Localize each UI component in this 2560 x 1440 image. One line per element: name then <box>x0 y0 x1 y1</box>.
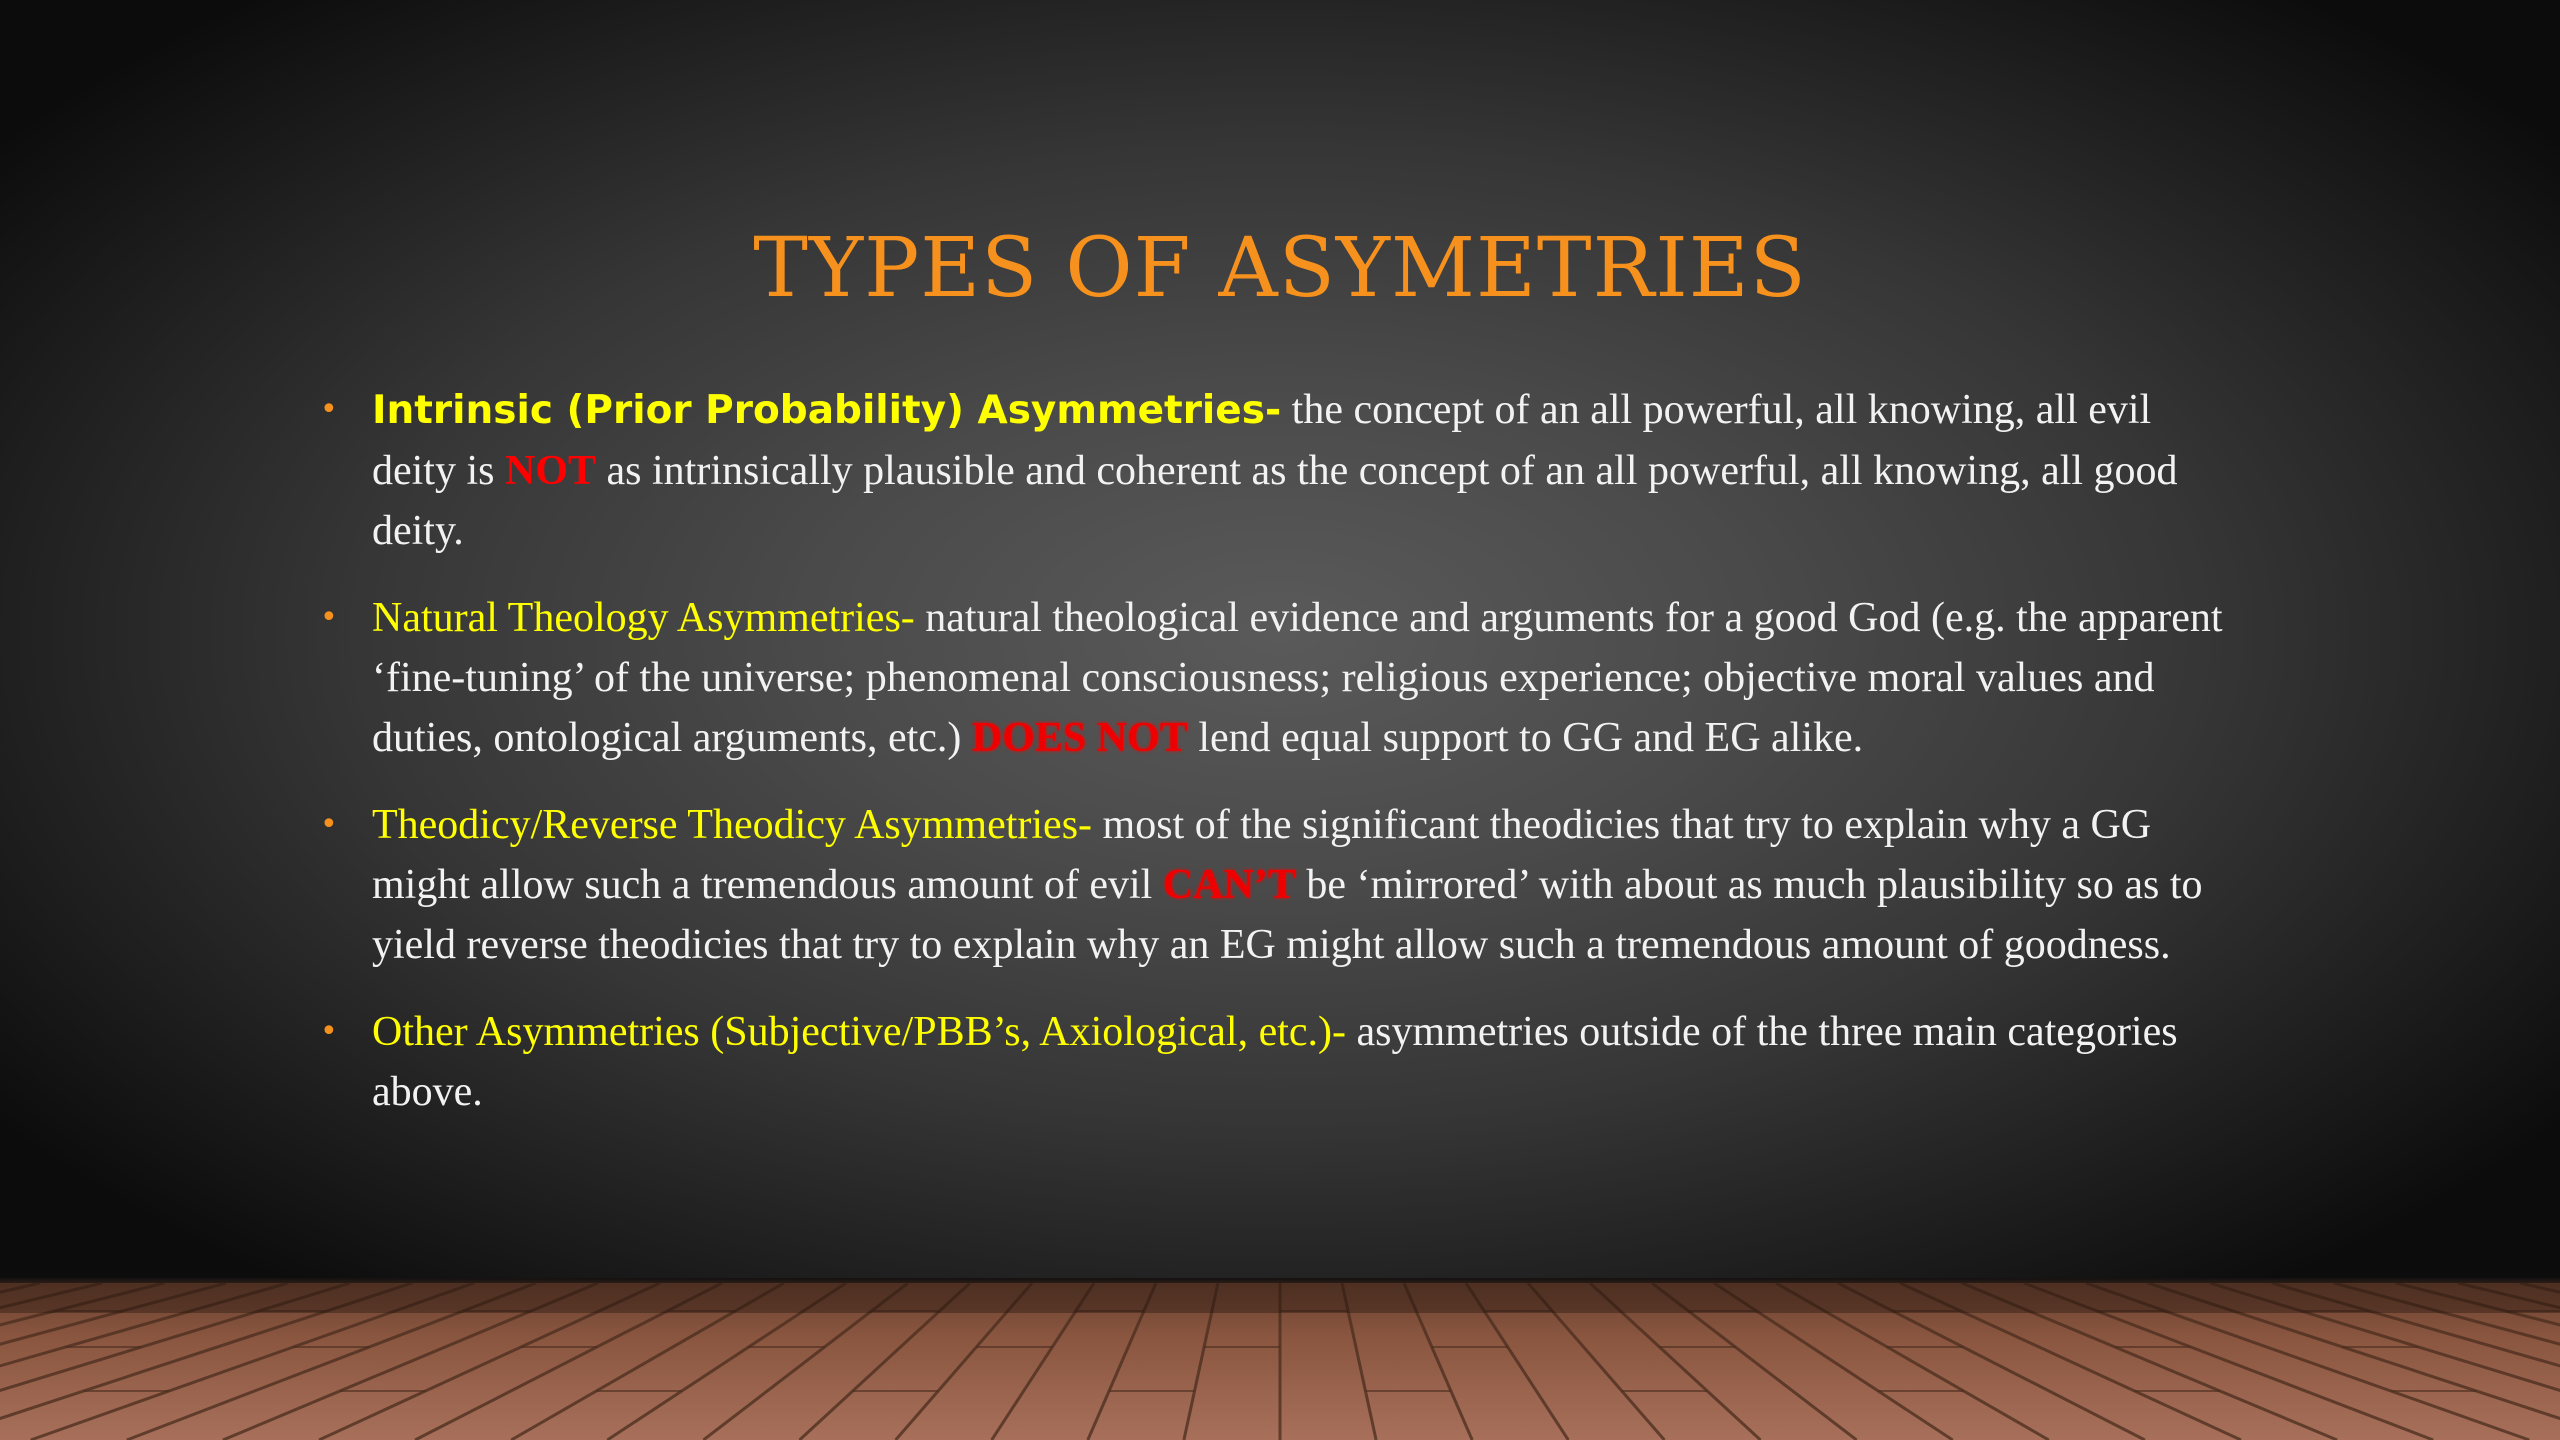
wooden-floor <box>0 1283 2560 1440</box>
bullet-term: Intrinsic (Prior Probability) Asymmetries- <box>372 388 1282 433</box>
bullet-term: Theodicy/Reverse Theodicy Asymmetries- <box>372 802 1093 848</box>
bullet-item-intrinsic <box>320 380 2240 561</box>
bullet-item-other <box>320 1002 2240 1122</box>
bullet-term: Other Asymmetries (Subjective/PBB’s, Axiological, etc.)- <box>372 1009 1347 1055</box>
bullet-text: the concept of an all powerful, all knowing, all evil deity is <box>372 387 2152 494</box>
bullet-marker: • <box>320 807 338 842</box>
bullet-text-continued: as intrinsically plausible and coherent as the concept of an all powerful, all knowing, all good deity. <box>372 448 2178 554</box>
bullet-negation: DOES NOT <box>971 715 1188 761</box>
bullet-negation: CAN’T <box>1162 862 1296 908</box>
bullet-item-natural-theology <box>320 588 2240 768</box>
slide-title: TYPES OF ASYMETRIES <box>753 221 1807 316</box>
bullet-negation: NOT <box>505 448 597 494</box>
bullet-text-continued: lend equal support to GG and EG alike. <box>1187 715 1864 761</box>
bullet-marker: • <box>320 600 338 635</box>
bullet-text: most of the significant theodicies that try to explain why a GG might allow such a tremendous amount of evil <box>372 802 2152 908</box>
floor-planks <box>0 1283 2560 1440</box>
bullet-text: natural theological evidence and arguments for a good God (e.g. the apparent ‘fine-tuning’ of the universe; phenomenal consciousness; religious experience; objective moral values and duties, ontological arguments, etc.) <box>372 595 2223 761</box>
bullet-marker: • <box>320 392 338 427</box>
bullet-text-continued: be ‘mirrored’ with about as much plausibility so as to yield reverse theodicies that try to explain why an EG might allow such a tremendous amount of goodness. <box>372 862 2203 968</box>
bullet-marker: • <box>320 1014 338 1049</box>
bullet-text: asymmetries outside of the three main categories above. <box>372 1009 2178 1115</box>
bullet-term: Natural Theology Asymmetries- <box>372 595 915 641</box>
floor-shadow <box>0 1283 2560 1313</box>
bullet-list <box>320 380 2240 1149</box>
bullet-item-theodicy <box>320 795 2240 975</box>
